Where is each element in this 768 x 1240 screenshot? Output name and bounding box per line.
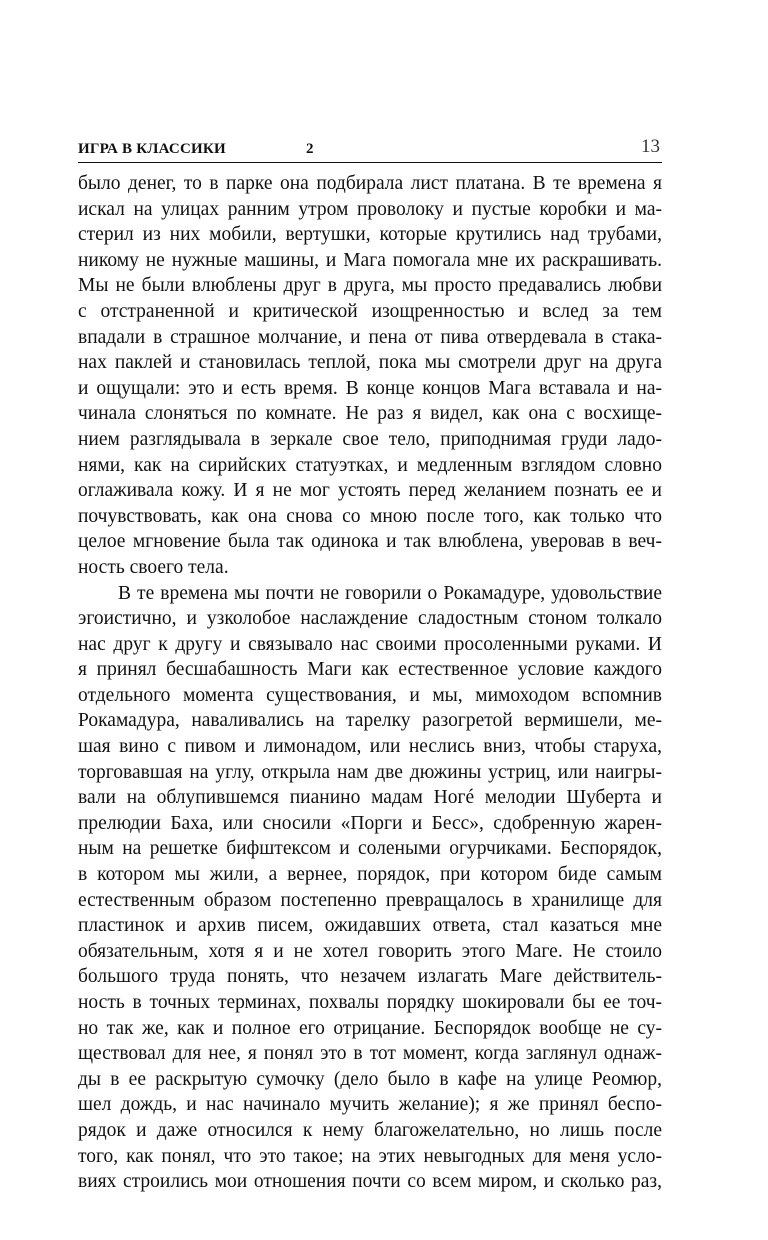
text-line: В те времена мы почти не говорили о Рокамадуре, удовольствие [118, 582, 662, 604]
text-line: но так же, как и полное его отрицание. Беспорядок вообще не су- [78, 1017, 662, 1039]
text-line: целое мгновение была так одинока и так влюблена, уверовав в веч- [78, 531, 662, 553]
body-text [78, 171, 662, 1195]
text-line: стерил из них мобили, вертушки, которые крутились над трубами, [78, 224, 662, 246]
text-line: обязательным, хотя я и не хотел говорить этого Маге. Не стоило [78, 940, 662, 962]
text-line: пластинок и архив писем, ожидавших ответа, стал казаться мне [78, 915, 662, 937]
text-line: в котором мы жили, а вернее, порядок, при котором биде самым [78, 864, 662, 886]
text-line: торговавшая на углу, открыла нам две дюжины устриц, или наигры- [78, 761, 662, 783]
paragraph [78, 581, 662, 1195]
text-line: ществовал для нее, я понял это в тот момент, когда заглянул однаж- [78, 1043, 662, 1065]
text-line: шел дождь, и нас начинало мучить желание); я же принял беспо- [78, 1094, 662, 1116]
page-number: 13 [641, 136, 660, 157]
text-line: естественным образом постепенно превращалось в хранилище для [78, 889, 662, 911]
chapter-number: 2 [306, 141, 314, 157]
text-line: с отстраненной и критической изощренностью и вслед за тем [78, 300, 662, 322]
text-line: нас друг к другу и связывало нас своими просоленными руками. И [78, 633, 662, 655]
text-line: ды в ее раскрытую сумочку (дело было в кафе на улице Реомюр, [78, 1068, 662, 1090]
text-line: оглаживала кожу. И я не мог устоять перед желанием познать ее и [78, 480, 662, 502]
text-line: того, как понял, что это такое; на этих невыгодных для меня усло- [78, 1145, 662, 1167]
book-title: ИГРА В КЛАССИКИ [78, 141, 226, 157]
text-line: эгоистично, и узколобое наслаждение сладостным стоном толкало [78, 608, 662, 630]
text-line: было денег, то в парке она подбирала лист платана. В те времена я [78, 173, 662, 194]
paragraph [78, 171, 662, 581]
text-line: чинала слоняться по комнате. Не раз я видел, как она с восхище- [78, 403, 662, 425]
text-line: вали на облупившемся пианино мадам Ногé мелодии Шуберта и [78, 787, 662, 809]
text-line: почувствовать, как она снова со мною после того, как только что [78, 505, 662, 527]
text-line: ность в точных терминах, похвалы порядку шокировали бы ее точ- [78, 992, 662, 1013]
text-line: впадали в страшное молчание, и пена от пива отвердевала в стака- [78, 326, 662, 348]
running-head [78, 134, 662, 163]
text-line: ность своего тела. [78, 556, 229, 578]
text-line: и ощущали: это и есть время. В конце концов Мага вставала и на- [78, 377, 662, 399]
text-line: прелюдии Баха, или сносили «Порги и Бесс», сдобренную жарен- [78, 812, 662, 834]
text-line: нием разглядывала в зеркале свое тело, приподнимая груди ладо- [78, 428, 662, 450]
text-line: рядок и даже относился к нему благожелательно, но лишь после [78, 1119, 662, 1141]
text-line: я принял бесшабашность Маги как естественное условие каждого [78, 659, 662, 681]
text-line: нями, как на сирийских статуэтках, и медленным взглядом словно [78, 454, 662, 476]
text-line: большого труда понять, что незачем излагать Маге действитель- [78, 966, 662, 988]
text-line: нах паклей и становилась теплой, пока мы смотрели друг на друга [78, 352, 662, 374]
text-line: шая вино с пивом и лимонадом, или неслись вниз, чтобы старуха, [78, 736, 662, 758]
text-line: Мы не были влюблены друг в друга, мы просто предавались любви [78, 275, 662, 297]
text-line: виях строились мои отношения почти со всем миром, и сколько раз, [78, 1171, 662, 1193]
text-line: никому не нужные машины, и Мага помогала мне их раскрашивать. [78, 249, 662, 271]
text-line: Рокамадура, наваливались на тарелку разогретой вермишели, ме- [78, 710, 662, 732]
text-line: отдельного момента существования, и мы, мимоходом вспомнив [78, 684, 662, 706]
text-line: искал на улицах ранним утром проволоку и пустые коробки и ма- [78, 198, 662, 220]
text-line: ным на решетке бифштексом и солеными огурчиками. Беспорядок, [78, 838, 662, 860]
